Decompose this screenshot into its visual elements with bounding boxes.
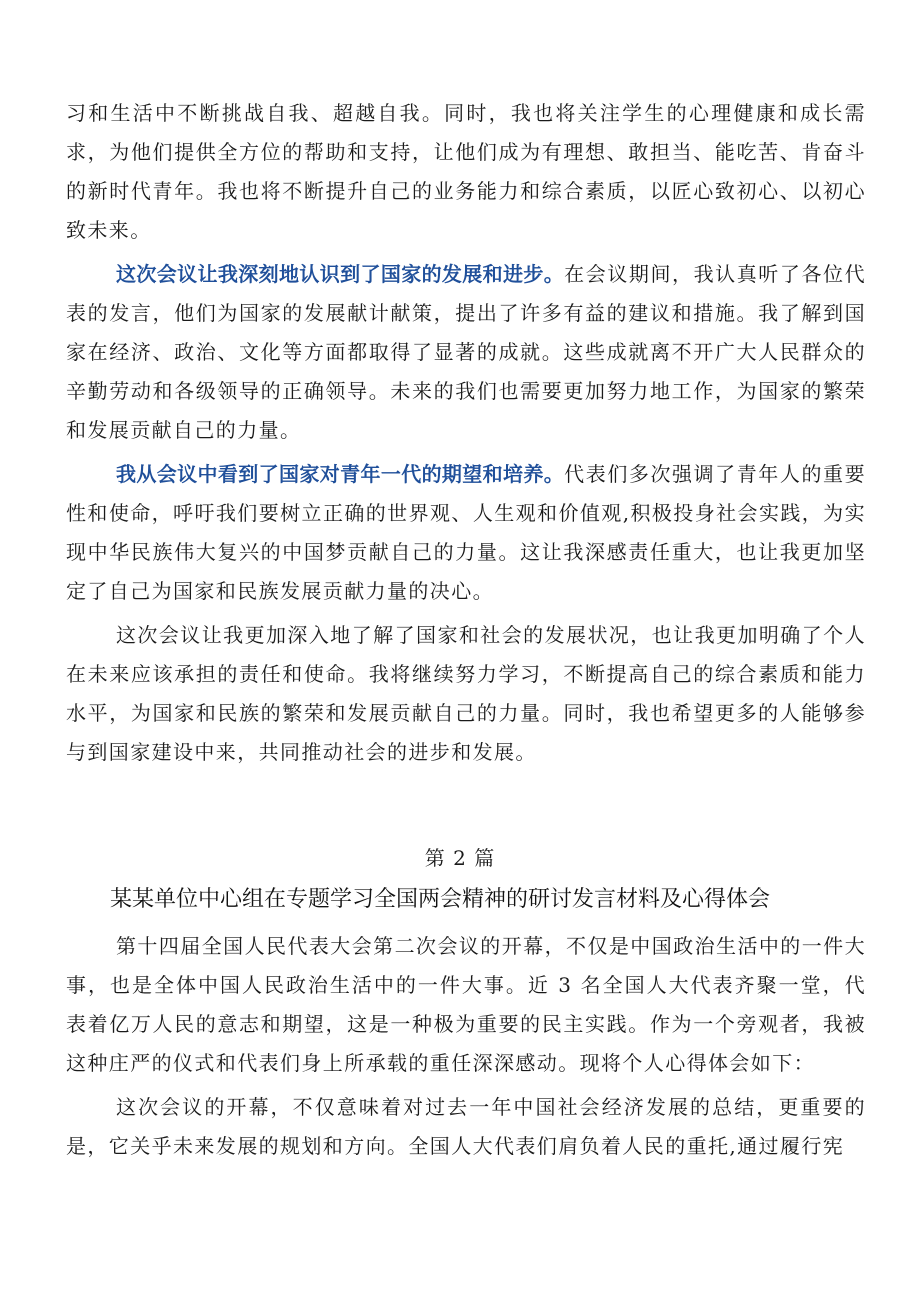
highlighted-heading: 这次会议让我深刻地认识到了国家的发展和进步。 bbox=[116, 262, 565, 286]
paragraph-text: 第十四届全国人民代表大会第二次会议的开幕，不仅是中国政治生活中的一件大事，也是全体中国人民政治生活中的一件大事。近 3 名全国人大代表齐聚一堂，代表着亿万人民的意志和期望，这是一种极为重要的民主实践。作为一个旁观者，我被这种庄严的仪式和代表们身上所承载的重任深深感动。现将个人心得体会如下： bbox=[66, 934, 866, 1075]
paragraph-text: 这次会议的开幕，不仅意味着对过去一年中国社会经济发展的总结，更重要的是，它关乎未来发展的规划和方向。全国人大代表们肩负着人民的重托,通过履行宪 bbox=[66, 1095, 866, 1158]
paragraph bbox=[66, 94, 866, 250]
highlighted-heading: 我从会议中看到了国家对青年一代的期望和培养。 bbox=[116, 462, 565, 486]
paragraph-text: 习和生活中不断挑战自我、超越自我。同时，我也将关注学生的心理健康和成长需求，为他们提供全方位的帮助和支持，让他们成为有理想、敢担当、能吃苦、肯奋斗的新时代青年。我也将不断提升自己的业务能力和综合素质，以匠心致初心、以初心致未来。 bbox=[66, 101, 866, 242]
paragraph bbox=[66, 255, 866, 450]
paragraph-text: 这次会议让我更加深入地了解了国家和社会的发展状况，也让我更加明确了个人在未来应该承担的责任和使命。我将继续努力学习，不断提高自己的综合素质和能力水平，为国家和民族的繁荣和发展贡献自己的力量。同时，我也希望更多的人能够参与到国家建设中来，共同推动社会的进步和发展。 bbox=[66, 623, 866, 764]
paragraph bbox=[66, 1088, 866, 1166]
paragraph bbox=[66, 927, 866, 1083]
body-text-part2 bbox=[66, 927, 866, 1171]
paragraph bbox=[66, 616, 866, 772]
section-label: 第 2 篇 bbox=[424, 846, 496, 870]
paragraph-text: 代表们多次强调了青年人的重要性和使命，呼吁我们要树立正确的世界观、人生观和价值观,积极投身社会实践，为实现中华民族伟大复兴的中国梦贡献自己的力量。这让我深感责任重大，也让我更加坚定了自己为国家和民族发展贡献力量的决心。 bbox=[66, 462, 866, 603]
document-title: 某某单位中心组在专题学习全国两会精神的研讨发言材料及心得体会 bbox=[110, 887, 771, 912]
paragraph bbox=[66, 455, 866, 611]
paragraph-text: 在会议期间，我认真听了各位代表的发言，他们为国家的发展献计献策，提出了许多有益的建议和措施。我了解到国家在经济、政治、文化等方面都取得了显著的成就。这些成就离不开广大人民群众的辛勤劳动和各级领导的正确领导。未来的我们也需要更加努力地工作，为国家的繁荣和发展贡献自己的力量。 bbox=[66, 262, 866, 442]
body-text-part1 bbox=[66, 94, 866, 777]
